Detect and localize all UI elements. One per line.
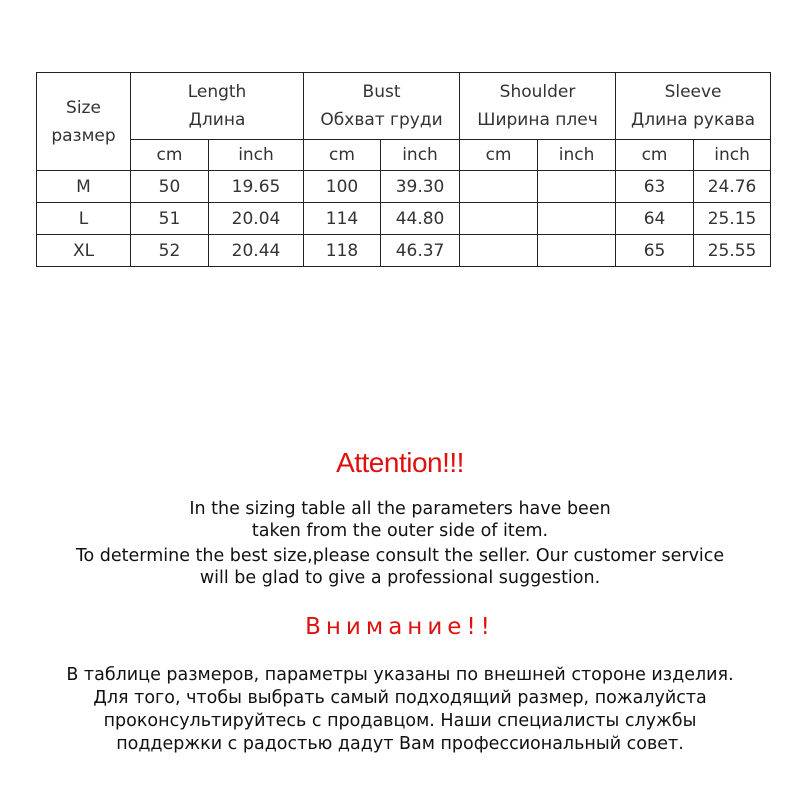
size-chart-table (36, 72, 771, 267)
table-cell: 39.30 (381, 171, 460, 203)
unit-cell: inch (209, 140, 304, 171)
unit-cell: inch (538, 140, 616, 171)
notice-line: In the sizing table all the parameters have been (189, 499, 611, 519)
notice-line: Для того, чтобы выбрать самый подходящий размер, пожалуйста (93, 688, 707, 708)
table-cell: 20.04 (209, 203, 304, 235)
table-cell: 63 (616, 171, 694, 203)
sleeve-header-ru: Длина рукава (630, 110, 756, 130)
size-header-cell (37, 73, 131, 171)
unit-cell: cm (131, 140, 209, 171)
table-cell (538, 171, 616, 203)
shoulder-header-en: Shoulder (499, 82, 576, 102)
length-header-ru: Длина (188, 110, 246, 130)
table-cell: 118 (304, 235, 381, 267)
table-cell: 44.80 (381, 203, 460, 235)
unit-cell: cm (460, 140, 538, 171)
attention-heading-ru: Внимание!! (305, 614, 495, 640)
size-label: M (37, 171, 131, 203)
notice-line: To determine the best size,please consult the seller. Our customer service (75, 546, 725, 566)
table-cell: 46.37 (381, 235, 460, 267)
table-cell (460, 171, 538, 203)
table-cell (538, 203, 616, 235)
unit-cell: cm (304, 140, 381, 171)
notice-line: taken from the outer side of item. (251, 521, 549, 541)
unit-cell: inch (694, 140, 771, 171)
sleeve-header-en: Sleeve (664, 82, 722, 102)
shoulder-header-ru: Ширина плеч (477, 110, 598, 130)
table-cell: 25.15 (694, 203, 771, 235)
table-cell: 100 (304, 171, 381, 203)
unit-cell: cm (616, 140, 694, 171)
notice-paragraph-en-2 (0, 545, 800, 589)
table-cell (538, 235, 616, 267)
bust-header-ru: Обхват груди (320, 110, 443, 130)
table-cell: 24.76 (694, 171, 771, 203)
table-cell: 20.44 (209, 235, 304, 267)
size-label: XL (37, 235, 131, 267)
table-cell: 65 (616, 235, 694, 267)
table-cell: 51 (131, 203, 209, 235)
table-cell: 52 (131, 235, 209, 267)
length-header (131, 73, 304, 140)
table-cell: 19.65 (209, 171, 304, 203)
notice-line: will be glad to give a professional suggestion. (199, 568, 601, 588)
table-cell: 50 (131, 171, 209, 203)
table-row (37, 203, 771, 235)
notice-line: В таблице размеров, параметры указаны по внешней стороне изделия. (66, 665, 734, 685)
attention-heading-en: Attention!!! (336, 447, 464, 478)
bust-header-en: Bust (362, 82, 401, 102)
unit-cell: inch (381, 140, 460, 171)
size-label: L (37, 203, 131, 235)
notice-paragraph-ru (0, 664, 800, 756)
table-cell (460, 203, 538, 235)
sleeve-header (616, 73, 771, 140)
table-cell: 114 (304, 203, 381, 235)
shoulder-header (460, 73, 616, 140)
notice-line: поддержки с радостью дадут Вам профессиональный совет. (116, 734, 684, 754)
table-row (37, 171, 771, 203)
notice-line: проконсультируйтесь с продавцом. Наши специалисты службы (103, 711, 697, 731)
bust-header (304, 73, 460, 140)
notice-paragraph-en-1 (0, 498, 800, 542)
length-header-en: Length (187, 82, 247, 102)
table-cell: 25.55 (694, 235, 771, 267)
table-cell: 64 (616, 203, 694, 235)
size-header-en: Size (66, 97, 101, 118)
size-header-ru: размер (51, 125, 116, 146)
table-cell (460, 235, 538, 267)
table-row (37, 235, 771, 267)
